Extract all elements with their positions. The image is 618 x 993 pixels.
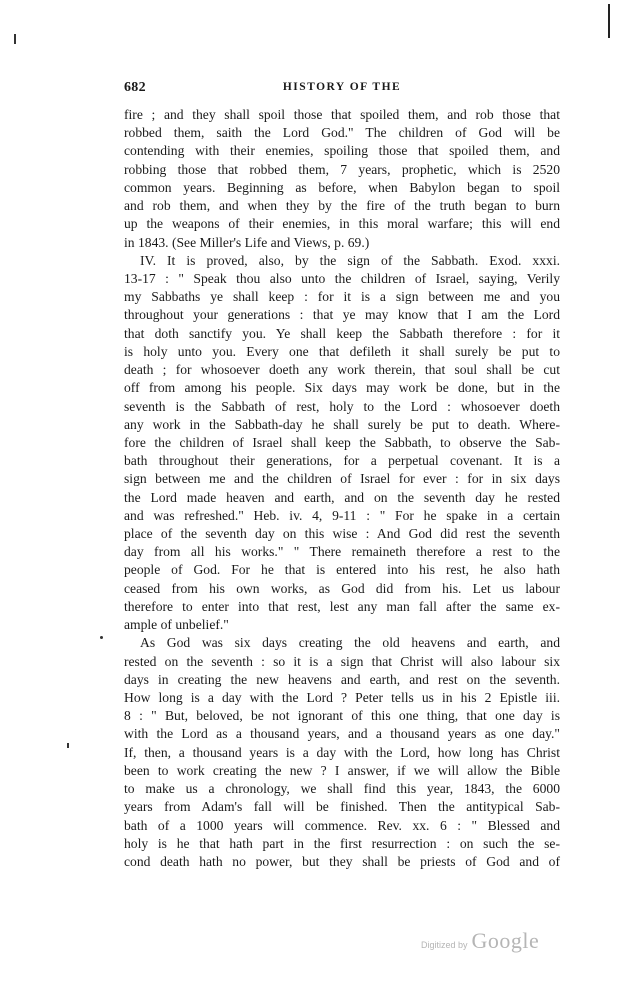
text-line: If, then, a thousand years is a day with the Lord, how long has Christ [124, 744, 560, 760]
text-line: bath throughout their generations, for a perpetual covenant. It is a [124, 453, 560, 469]
paragraph-start: As God was six days creating the old heavens and earth, and [140, 635, 560, 651]
text-line: place of the seventh day on this wise : And God did rest the seventh [124, 526, 560, 542]
text-line: and was refreshed." Heb. iv. 4, 9-11 : " For he spake in a certain [124, 507, 560, 523]
text-line: fore the children of Israel shall keep the Sabbath, to observe the Sab- [124, 434, 560, 450]
text-line: the Lord made heaven and earth, and on the seventh day he rested [124, 489, 560, 505]
text-line: any work in the Sabbath-day he shall surely be put to death. Where- [124, 416, 560, 432]
text-line: days in creating the new heavens and earth, and rest on the seventh. [124, 671, 560, 687]
text-line: common years. Beginning as before, when Babylon began to spoil [124, 179, 560, 195]
text-line: contending with their enemies, spoiling those that spoiled them, and [124, 143, 560, 159]
text-line: therefore to enter into that rest, lest any man fall after the same ex- [124, 598, 560, 614]
text-line: fire ; and they shall spoil those that spoiled them, and rob those that [124, 107, 560, 122]
text-line: been to work creating the new ? I answer, if we will allow the Bible [124, 762, 560, 778]
text-line: throughout your generations : that ye may know that I am the Lord [124, 307, 560, 323]
text-line: in 1843. (See Miller's Life and Views, p. 69.) [124, 234, 370, 250]
text-line: years from Adam's fall will be finished. Then the antitypical Sab- [124, 799, 560, 815]
text-line: ceased from his own works, as God did from his. Let us labour [124, 580, 560, 596]
text-line: people of God. For he that is entered into his rest, he also hath [124, 562, 560, 578]
digitized-watermark [421, 928, 539, 954]
page-header [124, 80, 560, 100]
text-line: sign between me and the children of Israel for ever : for in six days [124, 471, 560, 487]
margin-mark [100, 636, 103, 639]
margin-mark [67, 743, 69, 748]
text-line: my Sabbaths ye shall keep : for it is a sign between me and you [124, 289, 560, 305]
text-line: robbing those that robbed them, 7 years, prophetic, which is 2520 [124, 161, 560, 177]
text-line: is holy unto you. Every one that defileth it shall surely be put to [124, 343, 560, 359]
scan-edge-line [608, 4, 610, 38]
text-line: holy is he that hath part in the first resurrection : on such the se- [124, 835, 560, 851]
text-line: 13-17 : " Speak thou also unto the children of Israel, saying, Verily [124, 270, 560, 286]
text-line: up the weapons of their enemies, in this moral warfare; this will end [124, 216, 560, 232]
text-line: off from among his people. Six days may work be done, but in the [124, 380, 560, 396]
text-line: How long is a day with the Lord ? Peter tells us in his 2 Epistle iii. [124, 690, 560, 705]
running-head: HISTORY OF THE [282, 81, 402, 93]
text-line: death ; for whosoever doeth any work therein, that soul shall be cut [124, 362, 560, 378]
paragraph-start: IV. It is proved, also, by the sign of the Sabbath. Exod. xxxi. [140, 252, 560, 268]
text-line: rested on the seventh : so it is a sign that Christ will also labour six [124, 653, 560, 669]
text-line: cond death hath no power, but they shall be priests of God and of [124, 853, 560, 869]
body-text [124, 106, 560, 871]
watermark-brand: Google [471, 928, 540, 953]
text-line: robbed them, saith the Lord God." The children of God will be [124, 125, 560, 141]
text-line: ample of unbelief." [124, 617, 229, 633]
page-number: 682 [124, 80, 146, 95]
text-line: bath of a 1000 years will commence. Rev. xx. 6 : " Blessed and [124, 817, 560, 833]
text-line: and rob them, and when they by the fire of the truth began to burn [124, 198, 560, 214]
text-line: day from all his works." " There remaineth therefore a rest to the [124, 544, 560, 560]
watermark-prefix: Digitized by [421, 940, 468, 950]
text-line: seventh is the Sabbath of rest, holy to the Lord : whosoever doeth [124, 398, 560, 414]
text-line: that doth sanctify you. Ye shall keep the Sabbath therefore : for it [124, 325, 560, 341]
text-line: to make us a chronology, we shall find this year, 1843, the 6000 [124, 781, 560, 797]
text-line: with the Lord as a thousand years, and a thousand years as one day." [124, 726, 560, 742]
margin-mark [14, 34, 16, 44]
text-line: 8 : " But, beloved, be not ignorant of this one thing, that one day is [124, 708, 560, 724]
